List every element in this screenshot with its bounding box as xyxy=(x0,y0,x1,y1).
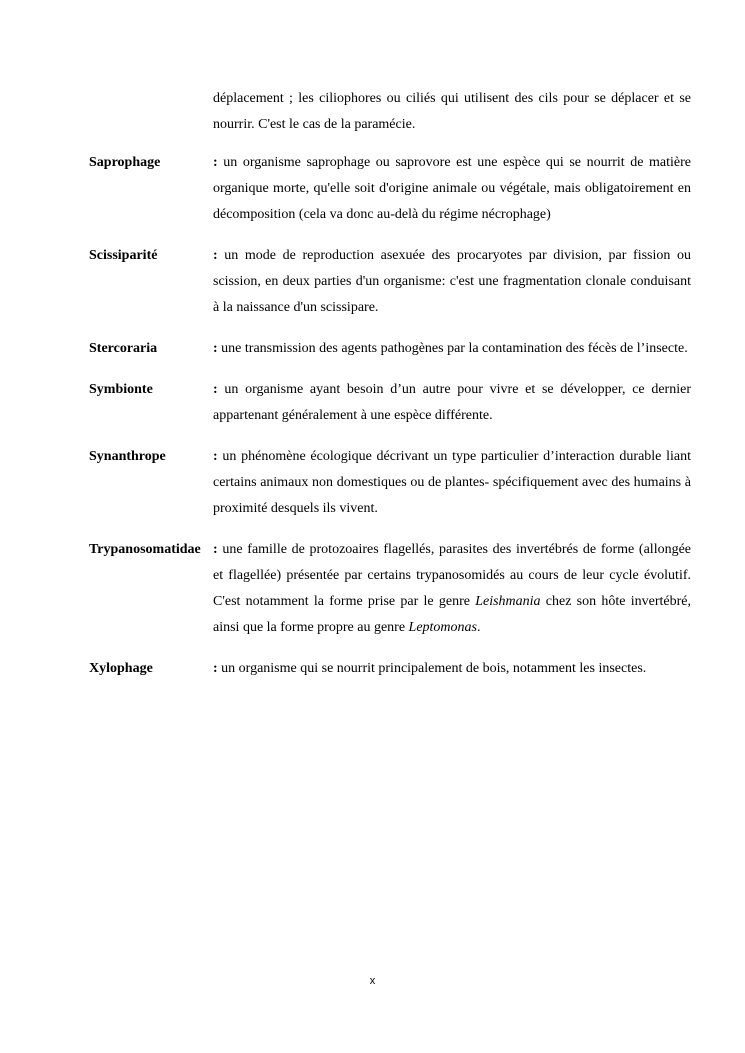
definition-text-part3: . xyxy=(476,620,481,635)
glossary-entry-saprophage xyxy=(89,150,691,228)
glossary-definition xyxy=(213,656,691,682)
term-separator: : xyxy=(213,341,218,356)
glossary-definition xyxy=(213,336,691,362)
term-separator: : xyxy=(213,542,218,557)
definition-text: un phénomène écologique décrivant un type particulier d’interaction durable liant certains animaux non domestiques ou de plantes- spécifiquement avec des humains à proximité desquels ils vivent. xyxy=(213,449,691,516)
glossary-definition xyxy=(213,444,691,522)
glossary-entry-stercoraria xyxy=(89,336,691,362)
glossary-term: Scissiparité xyxy=(89,248,158,263)
glossary-term: Trypanosomatidae xyxy=(89,542,201,557)
definition-text: un organisme ayant besoin d’un autre pour vivre et se développer, ce dernier appartenant généralement à une espèce différente. xyxy=(213,382,691,423)
glossary-term: Symbionte xyxy=(89,382,153,397)
glossary-entry-synanthrope xyxy=(89,444,691,522)
genus-name-italic: Leptomonas xyxy=(408,620,477,635)
glossary-term: Stercoraria xyxy=(89,341,158,356)
definition-text: un organisme saprophage ou saprovore est une espèce qui se nourrit de matière organique morte, qu'elle soit d'origine animale ou végétale, mais obligatoirement en décomposition (cela va donc au-delà du régime nécrophage) xyxy=(213,155,691,222)
term-separator: : xyxy=(213,661,218,676)
previous-definition-continuation: déplacement ; les ciliophores ou ciliés qui utilisent des cils pour se déplacer et se nourrir. C'est le cas de la paramécie. xyxy=(213,91,691,132)
term-separator: : xyxy=(213,382,218,397)
definition-text: un organisme qui se nourrit principalement de bois, notamment les insectes. xyxy=(221,661,647,676)
term-separator: : xyxy=(213,449,218,464)
term-separator: : xyxy=(213,155,218,170)
term-separator: : xyxy=(213,248,218,263)
glossary-list xyxy=(89,150,691,697)
glossary-definition xyxy=(213,537,691,641)
glossary-term: Synanthrope xyxy=(89,449,166,464)
glossary-entry-trypanosomatidae xyxy=(89,537,691,641)
glossary-entry-symbionte xyxy=(89,377,691,429)
glossary-definition xyxy=(213,243,691,321)
genus-name-italic: Leishmania xyxy=(475,594,541,609)
glossary-entry-xylophage xyxy=(89,656,691,682)
glossary-entry-scissiparite xyxy=(89,243,691,321)
glossary-term: Xylophage xyxy=(89,661,153,676)
glossary-definition xyxy=(213,150,691,228)
glossary-definition xyxy=(213,377,691,429)
definition-text: une transmission des agents pathogènes par la contamination des fécès de l’insecte. xyxy=(221,341,688,356)
glossary-term: Saprophage xyxy=(89,155,161,170)
definition-text: un mode de reproduction asexuée des procaryotes par division, par fission ou scission, en deux parties d'un organisme: c'est une fragmentation clonale conduisant à la naissance d'un scissipare. xyxy=(213,248,691,315)
definition-text-part1: une famille de protozoaires flagellés, parasites des invertébrés de forme (allongée et flagellée) présentée par certains trypanosomidés au cours de leur cycle évolutif. C'est notamment la forme prise par le genre xyxy=(213,542,692,609)
definition-text-part2: chez son hôte invertébré, ainsi que la forme propre au genre xyxy=(213,594,691,635)
page-number: x xyxy=(369,975,376,987)
